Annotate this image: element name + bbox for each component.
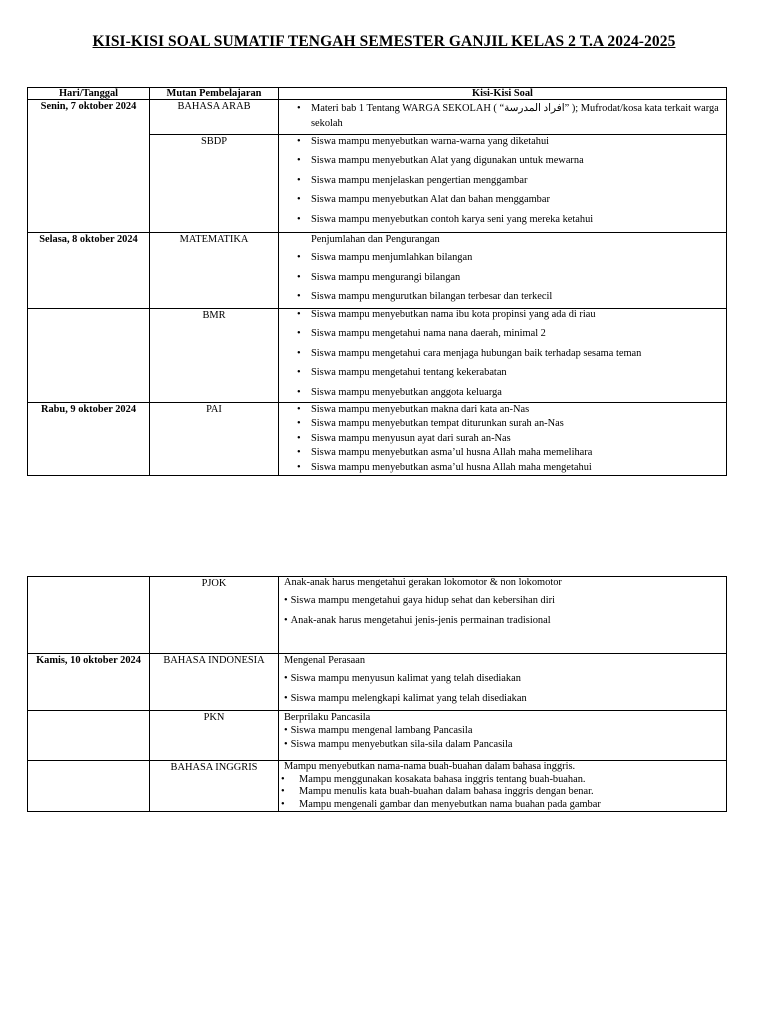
list-item (279, 291, 726, 303)
kisi-kisi-table-2 (27, 576, 727, 812)
table-row (28, 100, 727, 135)
kisi-heading: Anak-anak harus mengetahui gerakan lokomotor & non lokomotor (284, 577, 562, 588)
bullet-icon: • (297, 136, 301, 147)
list-item (279, 417, 726, 431)
bullet-icon: • (297, 271, 301, 283)
item-text: Siswa mampu menyebutkan tempat diturunkan surah an-Nas (311, 418, 564, 430)
table-row (28, 711, 727, 761)
subject-sbdp: SBDP (150, 135, 279, 233)
arabic-text: افراد المدرسة (504, 103, 565, 114)
kisi-bmr (279, 309, 727, 403)
list-item (279, 595, 726, 607)
bullet-icon: • (297, 252, 301, 264)
list-item (279, 403, 726, 417)
list-item (279, 615, 726, 627)
bullet-icon: • (281, 798, 285, 810)
item-text: Siswa mampu mengetahui tentang kekerabatan (311, 367, 507, 379)
header-hari-tanggal: Hari/Tanggal (28, 88, 150, 100)
list-item (279, 252, 726, 264)
day-kamis: Kamis, 10 oktober 2024 (28, 654, 150, 711)
item-text: Siswa mampu mengurutkan bilangan terbesar dan terkecil (311, 291, 553, 303)
bullet-icon: • (284, 673, 288, 685)
item-text: Siswa mampu melengkapi kalimat yang telah disediakan (290, 692, 527, 704)
list-item (279, 367, 726, 379)
day-senin: Senin, 7 oktober 2024 (28, 100, 150, 233)
item-text: Materi bab 1 Tentang WARGA SEKOLAH ( “ (311, 103, 505, 114)
item-text: Siswa mampu mengenal lambang Pancasila (290, 725, 473, 736)
bullet-icon: • (297, 291, 301, 303)
bullet-icon: • (297, 213, 301, 225)
list-item (279, 738, 726, 752)
bullet-icon: • (297, 447, 301, 459)
item-text: Siswa mampu menyebutkan warna-warna yang diketahui (311, 136, 550, 147)
item-text: Siswa mampu mengetahui cara menjaga hubungan baik terhadap sesama teman (311, 347, 642, 359)
list-item (279, 799, 726, 812)
bullet-icon: • (297, 194, 301, 206)
list-item (279, 348, 726, 360)
list-item (279, 774, 726, 787)
bullet-icon: • (284, 738, 288, 750)
bullet-icon: • (284, 692, 288, 704)
item-text: Siswa mampu menjumlahkan bilangan (311, 252, 473, 264)
item-text: Anak-anak harus mengetahui jenis-jenis permainan tradisional (290, 614, 551, 626)
bullet-icon: • (297, 155, 301, 167)
bullet-icon: • (297, 347, 301, 359)
header-row (28, 88, 727, 100)
table-row (28, 403, 727, 476)
bullet-icon: • (281, 786, 285, 797)
list-item (279, 786, 726, 799)
list-item (279, 155, 726, 167)
kisi-bahasa-arab (279, 100, 727, 135)
bullet-icon: • (281, 773, 285, 785)
bullet-icon: • (297, 309, 301, 320)
bullet-icon: • (284, 614, 288, 626)
day-empty (28, 309, 150, 403)
subject-bmr: BMR (150, 309, 279, 403)
list-item (279, 328, 726, 340)
list-item (279, 387, 726, 399)
bullet-icon: • (297, 386, 301, 398)
kisi-bahasa-inggris (279, 761, 727, 812)
item-text: Siswa mampu menyebutkan Alat dan bahan menggambar (311, 194, 550, 206)
item-text: Siswa mampu menjelaskan pengertian menggambar (311, 174, 528, 186)
list-item (279, 194, 726, 206)
bullet-icon: • (297, 103, 301, 114)
bullet-icon: • (297, 418, 301, 430)
bullet-icon: • (284, 595, 288, 607)
item-text: Siswa mampu menyusun kalimat yang telah disediakan (290, 673, 521, 685)
item-text: Mampu menulis kata buah-buahan dalam bahasa inggris dengan benar. (299, 786, 594, 797)
bullet-icon: • (297, 328, 301, 340)
list-item (279, 175, 726, 187)
subject-bahasa-arab: BAHASA ARAB (150, 100, 279, 135)
item-text: Mampu mengenali gambar dan menyebutkan nama buahan pada gambar (299, 798, 601, 810)
subject-matematika: MATEMATIKA (150, 233, 279, 309)
item-text: Siswa mampu menyebutkan makna dari kata an-Nas (311, 404, 530, 415)
list-item (279, 214, 726, 226)
item-text: Siswa mampu menyebutkan asma’ul husna Allah maha mengetahui (311, 461, 592, 473)
item-text: Siswa mampu mengetahui gaya hidup sehat dan kebersihan diri (290, 595, 555, 607)
item-text: Siswa mampu menyebutkan Alat yang digunakan untuk mewarna (311, 155, 584, 167)
item-text: Siswa mampu mengetahui nama nana daerah, minimal 2 (311, 328, 546, 340)
document-title: KISI-KISI SOAL SUMATIF TENGAH SEMESTER GANJIL KELAS 2 T.A 2024-2025 (92, 33, 676, 50)
item-text: Siswa mampu menyebutkan asma’ul husna Allah maha memelihara (311, 447, 593, 459)
item-text: Siswa mampu menyusun ayat dari surah an-Nas (311, 432, 511, 444)
header-kisi-kisi-soal: Kisi-Kisi Soal (279, 88, 727, 100)
bullet-icon: • (297, 461, 301, 473)
kisi-matematika (279, 233, 727, 309)
kisi-heading: Mampu menyebutkan nama-nama buah-buahan dalam bahasa inggris. (284, 761, 576, 772)
bullet-icon: • (297, 174, 301, 186)
item-text: Mampu menggunakan kosakata bahasa inggris tentang buah-buahan. (299, 773, 586, 785)
list-item (279, 101, 726, 131)
kisi-pai (279, 403, 727, 476)
table-row (28, 654, 727, 711)
subject-pjok: PJOK (150, 577, 279, 654)
item-text: Siswa mampu menyebutkan anggota keluarga (311, 386, 502, 398)
item-text: Siswa mampu menyebutkan contoh karya seni yang mereka ketahui (311, 213, 594, 225)
list-item (279, 432, 726, 446)
list-item (279, 446, 726, 460)
kisi-sbdp (279, 135, 727, 233)
list-item (279, 309, 726, 321)
list-item (279, 136, 726, 148)
table-row (28, 761, 727, 812)
subject-bahasa-inggris: BAHASA INGGRIS (150, 761, 279, 812)
kisi-pkn (279, 711, 727, 761)
item-text: ” ); Mufrodat/kosa kata terkait warga sekolah (311, 103, 719, 129)
list-item (279, 461, 726, 475)
day-empty (28, 577, 150, 654)
day-selasa: Selasa, 8 oktober 2024 (28, 233, 150, 309)
list-item (279, 272, 726, 284)
subject-pai: PAI (150, 403, 279, 476)
day-rabu: Rabu, 9 oktober 2024 (28, 403, 150, 476)
bullet-icon: • (297, 367, 301, 379)
item-text: Siswa mampu menyebutkan nama ibu kota propinsi yang ada di riau (311, 309, 596, 320)
kisi-heading: Penjumlahan dan Pengurangan (311, 234, 440, 245)
header-mutan-pembelajaran: Mutan Pembelajaran (150, 88, 279, 100)
subject-bahasa-indonesia: BAHASA INDONESIA (150, 654, 279, 711)
kisi-heading: Mengenal Perasaan (284, 655, 366, 666)
table-row (28, 233, 727, 309)
list-item (279, 724, 726, 738)
list-item (279, 693, 726, 705)
day-empty (28, 761, 150, 812)
kisi-bahasa-indonesia (279, 654, 727, 711)
item-text: Siswa mampu mengurangi bilangan (311, 271, 461, 283)
kisi-pjok (279, 577, 727, 654)
list-item (279, 673, 726, 685)
bullet-icon: • (297, 432, 301, 444)
item-text: Siswa mampu menyebutkan sila-sila dalam Pancasila (290, 738, 513, 750)
kisi-heading: Berprilaku Pancasila (284, 712, 371, 723)
kisi-kisi-table-1 (27, 87, 727, 476)
table-row (28, 577, 727, 654)
day-empty (28, 711, 150, 761)
bullet-icon: • (284, 725, 288, 736)
subject-pkn: PKN (150, 711, 279, 761)
bullet-icon: • (297, 404, 301, 415)
table-row (28, 309, 727, 403)
